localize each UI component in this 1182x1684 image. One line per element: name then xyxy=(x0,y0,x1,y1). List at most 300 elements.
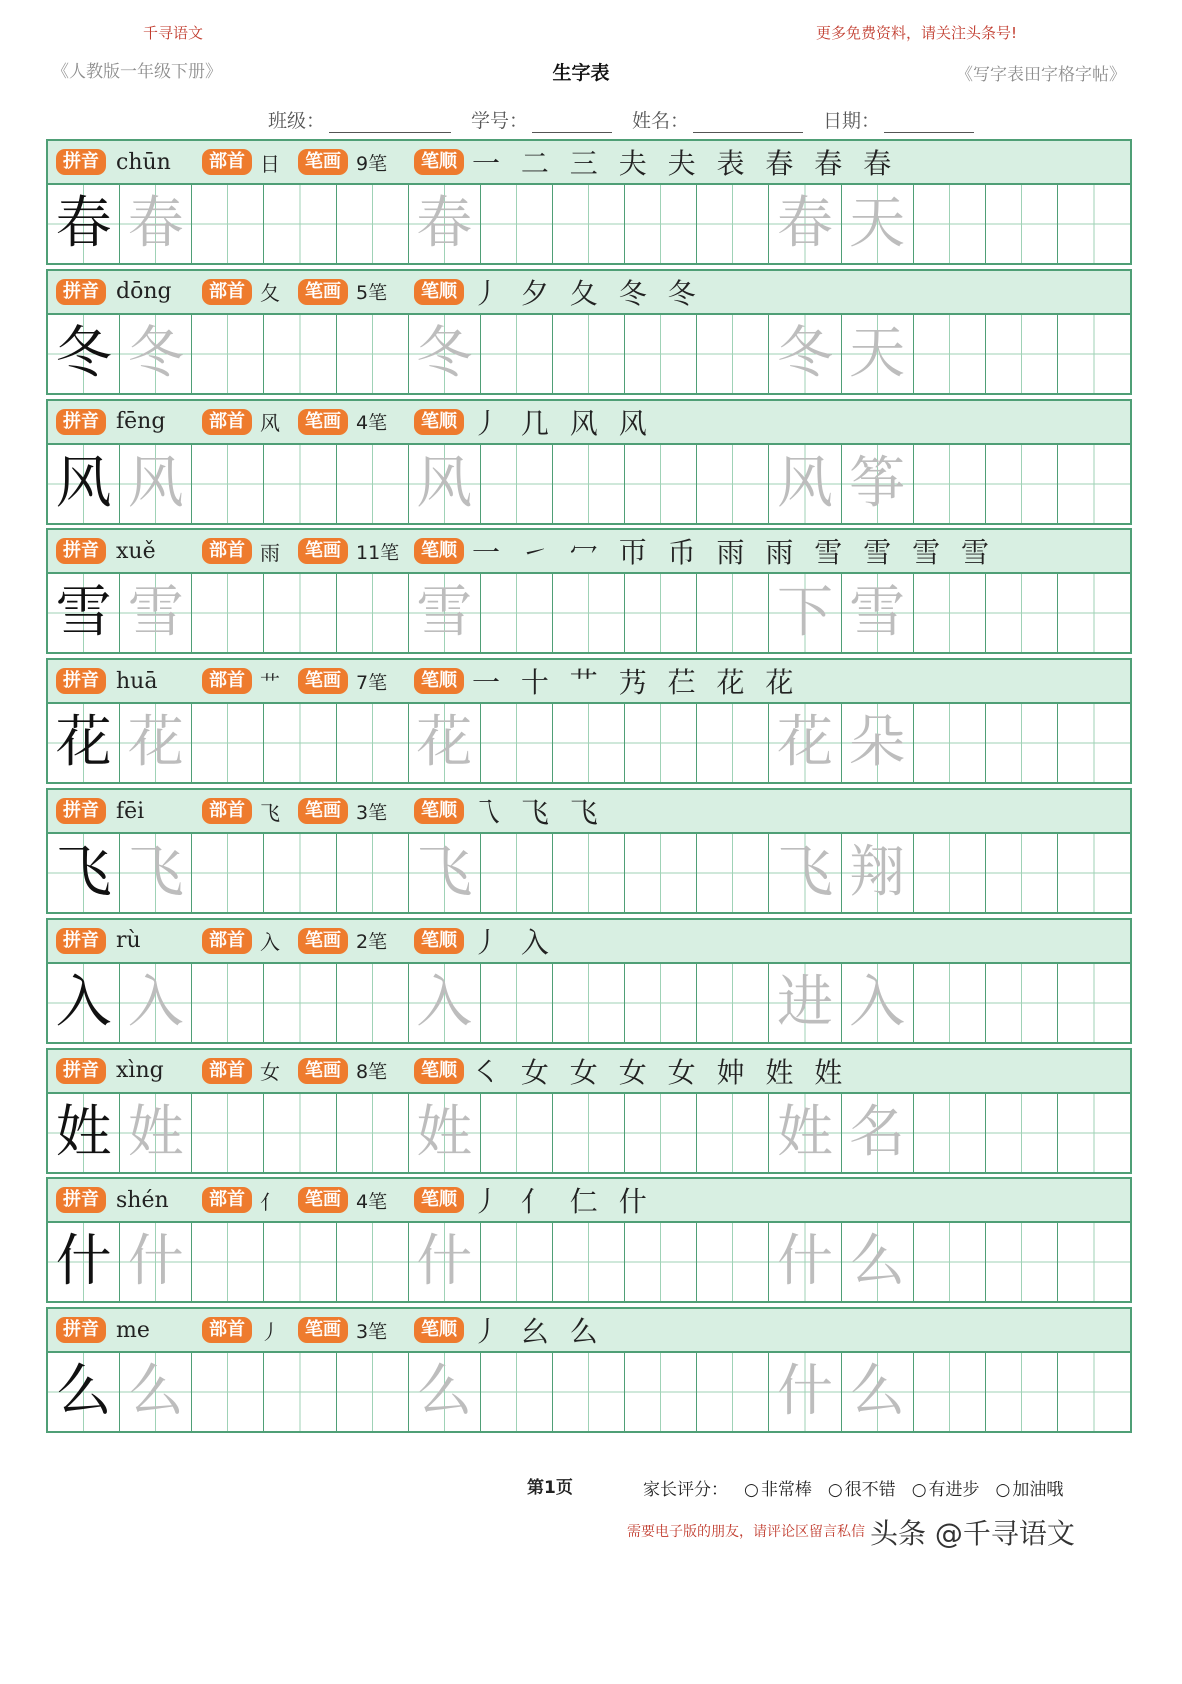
writing-cell[interactable] xyxy=(914,574,986,652)
bishun-tag: 笔顺 xyxy=(414,928,464,954)
word-trace-second: 筝 xyxy=(849,450,906,516)
trace-character: 姓 xyxy=(127,1099,184,1165)
writing-cell[interactable] xyxy=(769,574,841,652)
char-row xyxy=(46,788,1136,916)
writing-cell[interactable] xyxy=(625,185,697,263)
pinyin-tag: 拼音 xyxy=(56,409,106,435)
writing-cell[interactable] xyxy=(409,185,481,263)
writing-cell[interactable] xyxy=(553,1223,625,1301)
char-row xyxy=(46,528,1136,656)
name-label: 姓名： xyxy=(632,110,690,132)
char-row xyxy=(46,1307,1136,1435)
writing-cell[interactable] xyxy=(192,1094,264,1172)
class-label: 班级： xyxy=(268,110,326,132)
watermark: 头条 @千寻语文 xyxy=(870,1517,1075,1550)
writing-cell[interactable] xyxy=(264,834,336,912)
pinyin-value: shén xyxy=(116,1187,169,1213)
model-character: 雪 xyxy=(55,580,112,646)
writing-cell[interactable] xyxy=(986,964,1058,1042)
writing-cell[interactable] xyxy=(1058,445,1130,523)
writing-cell[interactable] xyxy=(553,315,625,393)
writing-cell[interactable] xyxy=(769,1353,841,1431)
writing-cell[interactable] xyxy=(264,445,336,523)
bushou-tag: 部首 xyxy=(202,668,252,694)
writing-cell[interactable] xyxy=(842,704,914,782)
writing-cell[interactable] xyxy=(264,704,336,782)
word-trace-first: 姓 xyxy=(776,1099,833,1165)
pinyin-tag: 拼音 xyxy=(56,1058,106,1084)
writing-cell[interactable] xyxy=(842,185,914,263)
writing-cell[interactable] xyxy=(192,574,264,652)
class-blank[interactable] xyxy=(329,112,451,133)
bishun-tag: 笔顺 xyxy=(414,1187,464,1213)
rating-option-4[interactable]: ○ 加油哦 xyxy=(996,1475,1064,1500)
footer-note: 需要电子版的朋友，请评论区留言私信 xyxy=(627,1524,865,1540)
writing-cell[interactable] xyxy=(120,574,192,652)
writing-cell[interactable] xyxy=(48,315,120,393)
word-trace-first: 冬 xyxy=(776,320,833,386)
writing-cell[interactable] xyxy=(1058,185,1130,263)
writing-cell[interactable] xyxy=(625,1223,697,1301)
promo-text: 更多免费资料，请关注头条号! xyxy=(816,24,1018,42)
writing-cell[interactable] xyxy=(842,1353,914,1431)
writing-cell[interactable] xyxy=(553,964,625,1042)
bushou-value: 丿 xyxy=(260,1319,280,1344)
tianzige-grid xyxy=(46,574,1132,654)
writing-cell[interactable] xyxy=(625,704,697,782)
pinyin-tag: 拼音 xyxy=(56,279,106,305)
pinyin-tag: 拼音 xyxy=(56,1187,106,1213)
bihua-tag: 笔画 xyxy=(298,1058,348,1084)
writing-cell[interactable] xyxy=(914,315,986,393)
char-row-header xyxy=(46,788,1132,834)
trace-character: 花 xyxy=(416,710,473,776)
trace-character: 么 xyxy=(416,1359,473,1425)
writing-cell[interactable] xyxy=(120,1094,192,1172)
writing-cell[interactable] xyxy=(1058,574,1130,652)
writing-cell[interactable] xyxy=(553,834,625,912)
writing-cell[interactable] xyxy=(48,445,120,523)
writing-cell[interactable] xyxy=(48,704,120,782)
name-field[interactable] xyxy=(632,106,809,133)
writing-cell[interactable] xyxy=(337,1094,409,1172)
stroke-order: 一 十 艹 艿 芢 花 花 xyxy=(472,666,800,700)
writing-cell[interactable] xyxy=(409,574,481,652)
writing-cell[interactable] xyxy=(697,834,769,912)
writing-cell[interactable] xyxy=(409,964,481,1042)
tianzige-grid xyxy=(46,315,1132,395)
bihua-tag: 笔画 xyxy=(298,409,348,435)
writing-cell[interactable] xyxy=(337,315,409,393)
word-trace-first: 花 xyxy=(776,710,833,776)
char-row xyxy=(46,139,1136,267)
bishun-tag: 笔顺 xyxy=(414,1317,464,1343)
bushou-tag: 部首 xyxy=(202,279,252,305)
writing-cell[interactable] xyxy=(842,315,914,393)
trace-character: 花 xyxy=(127,710,184,776)
writing-cell[interactable] xyxy=(337,185,409,263)
tianzige-grid xyxy=(46,1223,1132,1303)
char-row-header xyxy=(46,1048,1132,1094)
writing-cell[interactable] xyxy=(769,834,841,912)
writing-cell[interactable] xyxy=(481,834,553,912)
tianzige-grid xyxy=(46,834,1132,914)
stroke-order: 一 ㇀ 冖 帀 币 雨 雨 雪 雪 雪 雪 xyxy=(472,536,996,570)
writing-cell[interactable] xyxy=(842,574,914,652)
writing-cell[interactable] xyxy=(697,1223,769,1301)
rating-option-1[interactable]: ○ 非常棒 xyxy=(744,1475,812,1500)
writing-cell[interactable] xyxy=(914,1223,986,1301)
writing-cell[interactable] xyxy=(769,445,841,523)
writing-cell[interactable] xyxy=(48,1223,120,1301)
writing-cell[interactable] xyxy=(192,185,264,263)
number-field[interactable] xyxy=(471,106,618,133)
writing-cell[interactable] xyxy=(1058,1223,1130,1301)
pinyin-value: me xyxy=(116,1317,150,1343)
bushou-value: 女 xyxy=(260,1060,280,1085)
writing-cell[interactable] xyxy=(337,704,409,782)
stroke-count: 3笔 xyxy=(356,801,388,824)
writing-cell[interactable] xyxy=(625,574,697,652)
trace-character: 飞 xyxy=(127,840,184,905)
writing-cell[interactable] xyxy=(697,185,769,263)
trace-character: 么 xyxy=(127,1359,184,1425)
writing-cell[interactable] xyxy=(986,1094,1058,1172)
char-row-header xyxy=(46,1177,1132,1223)
writing-cell[interactable] xyxy=(769,1094,841,1172)
writing-cell[interactable] xyxy=(625,1094,697,1172)
trace-character: 雪 xyxy=(416,580,473,646)
writing-cell[interactable] xyxy=(120,1353,192,1431)
word-trace-second: 天 xyxy=(849,320,906,386)
word-trace-first: 什 xyxy=(776,1229,833,1295)
writing-cell[interactable] xyxy=(553,574,625,652)
bushou-tag: 部首 xyxy=(202,409,252,435)
writing-cell[interactable] xyxy=(481,704,553,782)
writing-cell[interactable] xyxy=(192,704,264,782)
writing-cell[interactable] xyxy=(986,1223,1058,1301)
tianzige-grid xyxy=(46,964,1132,1044)
char-row-header xyxy=(46,269,1132,315)
writing-cell[interactable] xyxy=(264,185,336,263)
writing-cell[interactable] xyxy=(481,445,553,523)
char-row xyxy=(46,1048,1136,1176)
trace-character: 姓 xyxy=(416,1099,473,1165)
writing-cell[interactable] xyxy=(48,834,120,912)
writing-cell[interactable] xyxy=(986,1353,1058,1431)
bushou-tag: 部首 xyxy=(202,149,252,175)
writing-cell[interactable] xyxy=(481,964,553,1042)
stroke-count: 5笔 xyxy=(356,282,388,305)
writing-cell[interactable] xyxy=(986,834,1058,912)
word-trace-second: 么 xyxy=(849,1359,906,1425)
char-row xyxy=(46,658,1136,786)
writing-cell[interactable] xyxy=(625,315,697,393)
writing-cell[interactable] xyxy=(481,1223,553,1301)
bushou-value: 雨 xyxy=(260,540,280,565)
writing-cell[interactable] xyxy=(48,574,120,652)
stroke-order: 丿 夕 夂 冬 冬 xyxy=(472,276,702,310)
date-field[interactable] xyxy=(823,106,980,133)
tianzige-grid xyxy=(46,704,1132,784)
pinyin-value: dōng xyxy=(116,279,172,305)
writing-cell[interactable] xyxy=(481,185,553,263)
writing-cell[interactable] xyxy=(625,964,697,1042)
name-blank[interactable] xyxy=(693,112,803,133)
bushou-value: 飞 xyxy=(260,800,280,825)
writing-cell[interactable] xyxy=(986,574,1058,652)
writing-cell[interactable] xyxy=(481,1094,553,1172)
writing-cell[interactable] xyxy=(842,1223,914,1301)
writing-cell[interactable] xyxy=(914,1094,986,1172)
writing-cell[interactable] xyxy=(409,315,481,393)
trace-character: 风 xyxy=(127,450,184,516)
model-character: 春 xyxy=(55,191,112,256)
date-blank[interactable] xyxy=(884,112,974,133)
char-row-header xyxy=(46,399,1132,445)
pinyin-tag: 拼音 xyxy=(56,668,106,694)
writing-cell[interactable] xyxy=(769,315,841,393)
writing-cell[interactable] xyxy=(481,574,553,652)
bushou-value: 夂 xyxy=(260,281,280,306)
writing-cell[interactable] xyxy=(337,834,409,912)
writing-cell[interactable] xyxy=(625,445,697,523)
bushou-value: 亻 xyxy=(260,1189,280,1214)
writing-cell[interactable] xyxy=(842,834,914,912)
rating-label: 家长评分： xyxy=(643,1480,728,1500)
writing-cell[interactable] xyxy=(192,834,264,912)
writing-cell[interactable] xyxy=(409,1094,481,1172)
writing-cell[interactable] xyxy=(1058,964,1130,1042)
model-character: 姓 xyxy=(55,1099,112,1165)
writing-cell[interactable] xyxy=(1058,315,1130,393)
pinyin-tag: 拼音 xyxy=(56,928,106,954)
trace-character: 冬 xyxy=(416,320,473,386)
bishun-tag: 笔顺 xyxy=(414,149,464,175)
pinyin-value: xuě xyxy=(116,538,156,564)
writing-cell[interactable] xyxy=(48,1094,120,1172)
pinyin-value: xìng xyxy=(116,1058,164,1084)
writing-cell[interactable] xyxy=(769,704,841,782)
pinyin-tag: 拼音 xyxy=(56,538,106,564)
trace-character: 什 xyxy=(416,1229,473,1295)
stroke-count: 9笔 xyxy=(356,152,388,175)
writing-cell[interactable] xyxy=(120,445,192,523)
writing-cell[interactable] xyxy=(48,1353,120,1431)
writing-cell[interactable] xyxy=(409,1353,481,1431)
bihua-tag: 笔画 xyxy=(298,279,348,305)
stroke-count: 7笔 xyxy=(356,671,388,694)
model-character: 什 xyxy=(55,1229,112,1295)
writing-cell[interactable] xyxy=(769,1223,841,1301)
trace-character: 春 xyxy=(416,191,473,256)
bishun-tag: 笔顺 xyxy=(414,1058,464,1084)
writing-cell[interactable] xyxy=(769,185,841,263)
trace-character: 雪 xyxy=(127,580,184,646)
stroke-order: 丿 幺 么 xyxy=(472,1315,604,1349)
writing-cell[interactable] xyxy=(914,834,986,912)
writing-cell[interactable] xyxy=(553,185,625,263)
class-field[interactable] xyxy=(268,106,457,133)
writing-cell[interactable] xyxy=(553,1353,625,1431)
writing-cell[interactable] xyxy=(481,315,553,393)
stroke-order: 乁 飞 飞 xyxy=(472,796,604,829)
writing-cell[interactable] xyxy=(264,964,336,1042)
writing-cell[interactable] xyxy=(914,1353,986,1431)
bishun-tag: 笔顺 xyxy=(414,279,464,305)
brand-name: 千寻语文 xyxy=(143,24,204,42)
bihua-tag: 笔画 xyxy=(298,1187,348,1213)
pinyin-value: fēng xyxy=(116,409,166,435)
model-character: 入 xyxy=(55,969,112,1035)
word-trace-first: 什 xyxy=(776,1359,833,1425)
rating-option-3[interactable]: ○ 有进步 xyxy=(912,1475,980,1500)
pinyin-tag: 拼音 xyxy=(56,149,106,175)
writing-cell[interactable] xyxy=(914,964,986,1042)
word-trace-first: 飞 xyxy=(776,840,833,905)
writing-cell[interactable] xyxy=(697,315,769,393)
writing-cell[interactable] xyxy=(697,704,769,782)
parent-rating xyxy=(643,1475,1063,1500)
writing-cell[interactable] xyxy=(481,1353,553,1431)
writing-cell[interactable] xyxy=(337,445,409,523)
writing-cell[interactable] xyxy=(48,185,120,263)
writing-cell[interactable] xyxy=(192,964,264,1042)
writing-cell[interactable] xyxy=(697,1353,769,1431)
word-trace-first: 下 xyxy=(776,580,833,646)
writing-cell[interactable] xyxy=(553,445,625,523)
writing-cell[interactable] xyxy=(264,315,336,393)
writing-cell[interactable] xyxy=(986,185,1058,263)
writing-cell[interactable] xyxy=(914,445,986,523)
page-number: 第1页 xyxy=(527,1478,573,1498)
stroke-order: 一 二 三 夫 夫 表 春 春 春 xyxy=(472,147,898,180)
writing-cell[interactable] xyxy=(409,1223,481,1301)
writing-cell[interactable] xyxy=(192,445,264,523)
bushou-tag: 部首 xyxy=(202,798,252,824)
writing-cell[interactable] xyxy=(192,1353,264,1431)
stroke-order: 丿 入 xyxy=(472,925,555,959)
word-trace-second: 名 xyxy=(849,1099,906,1165)
writing-cell[interactable] xyxy=(337,1353,409,1431)
writing-cell[interactable] xyxy=(842,445,914,523)
bishun-tag: 笔顺 xyxy=(414,538,464,564)
writing-cell[interactable] xyxy=(625,834,697,912)
writing-cell[interactable] xyxy=(120,185,192,263)
writing-cell[interactable] xyxy=(120,964,192,1042)
word-trace-first: 春 xyxy=(776,191,833,256)
pinyin-value: rù xyxy=(116,928,141,954)
writing-cell[interactable] xyxy=(842,1094,914,1172)
writing-cell[interactable] xyxy=(264,1353,336,1431)
student-info-line xyxy=(268,106,980,133)
stroke-count: 11笔 xyxy=(356,541,400,564)
writing-cell[interactable] xyxy=(914,185,986,263)
pinyin-value: fēi xyxy=(116,798,145,824)
writing-cell[interactable] xyxy=(120,704,192,782)
char-row-header xyxy=(46,528,1132,574)
stroke-order: ㇛ 女 女 女 女 妕 姓 姓 xyxy=(472,1055,849,1089)
pinyin-tag: 拼音 xyxy=(56,1317,106,1343)
model-character: 么 xyxy=(55,1359,112,1425)
writing-cell[interactable] xyxy=(914,704,986,782)
writing-cell[interactable] xyxy=(553,704,625,782)
bishun-tag: 笔顺 xyxy=(414,409,464,435)
writing-cell[interactable] xyxy=(120,834,192,912)
writing-cell[interactable] xyxy=(697,964,769,1042)
trace-character: 入 xyxy=(416,969,473,1035)
word-trace-first: 风 xyxy=(776,450,833,516)
writing-cell[interactable] xyxy=(337,574,409,652)
writing-cell[interactable] xyxy=(409,834,481,912)
writing-cell[interactable] xyxy=(842,964,914,1042)
bushou-value: 入 xyxy=(260,930,280,955)
writing-cell[interactable] xyxy=(697,574,769,652)
writing-cell[interactable] xyxy=(264,574,336,652)
writing-cell[interactable] xyxy=(769,964,841,1042)
writing-cell[interactable] xyxy=(986,315,1058,393)
writing-cell[interactable] xyxy=(553,1094,625,1172)
char-row-header xyxy=(46,139,1132,185)
stroke-count: 4笔 xyxy=(356,1190,388,1213)
writing-cell[interactable] xyxy=(120,315,192,393)
writing-cell[interactable] xyxy=(264,1094,336,1172)
bushou-tag: 部首 xyxy=(202,538,252,564)
trace-character: 入 xyxy=(127,969,184,1035)
writing-cell[interactable] xyxy=(986,445,1058,523)
pinyin-value: chūn xyxy=(116,149,171,175)
writing-cell[interactable] xyxy=(1058,1353,1130,1431)
writing-cell[interactable] xyxy=(1058,834,1130,912)
bihua-tag: 笔画 xyxy=(298,149,348,175)
writing-cell[interactable] xyxy=(697,1094,769,1172)
rating-option-2[interactable]: ○ 很不错 xyxy=(828,1475,896,1500)
writing-cell[interactable] xyxy=(697,445,769,523)
writing-cell[interactable] xyxy=(337,1223,409,1301)
word-trace-second: 朵 xyxy=(849,710,906,776)
number-label: 学号： xyxy=(471,110,529,132)
stroke-count: 8笔 xyxy=(356,1061,388,1084)
stroke-order: 丿 几 风 风 xyxy=(472,406,653,440)
word-trace-second: 入 xyxy=(849,969,906,1035)
writing-cell[interactable] xyxy=(337,964,409,1042)
tianzige-grid xyxy=(46,185,1132,265)
bushou-tag: 部首 xyxy=(202,928,252,954)
stroke-order: 丿 亻 仁 什 xyxy=(472,1185,653,1219)
writing-cell[interactable] xyxy=(409,704,481,782)
writing-cell[interactable] xyxy=(192,315,264,393)
writing-cell[interactable] xyxy=(120,1223,192,1301)
writing-cell[interactable] xyxy=(1058,704,1130,782)
number-blank[interactable] xyxy=(532,112,612,133)
bushou-tag: 部首 xyxy=(202,1058,252,1084)
char-row xyxy=(46,1177,1136,1305)
subtitle-label: 《写字表田字格字帖》 xyxy=(956,65,1126,85)
bushou-tag: 部首 xyxy=(202,1187,252,1213)
writing-cell[interactable] xyxy=(409,445,481,523)
writing-cell[interactable] xyxy=(625,1353,697,1431)
writing-cell[interactable] xyxy=(48,964,120,1042)
trace-character: 春 xyxy=(127,191,184,256)
writing-cell[interactable] xyxy=(1058,1094,1130,1172)
bishun-tag: 笔顺 xyxy=(414,798,464,824)
char-row-header xyxy=(46,1307,1132,1353)
char-row-header xyxy=(46,658,1132,704)
writing-cell[interactable] xyxy=(264,1223,336,1301)
writing-cell[interactable] xyxy=(986,704,1058,782)
pinyin-value: huā xyxy=(116,668,158,694)
writing-cell[interactable] xyxy=(192,1223,264,1301)
